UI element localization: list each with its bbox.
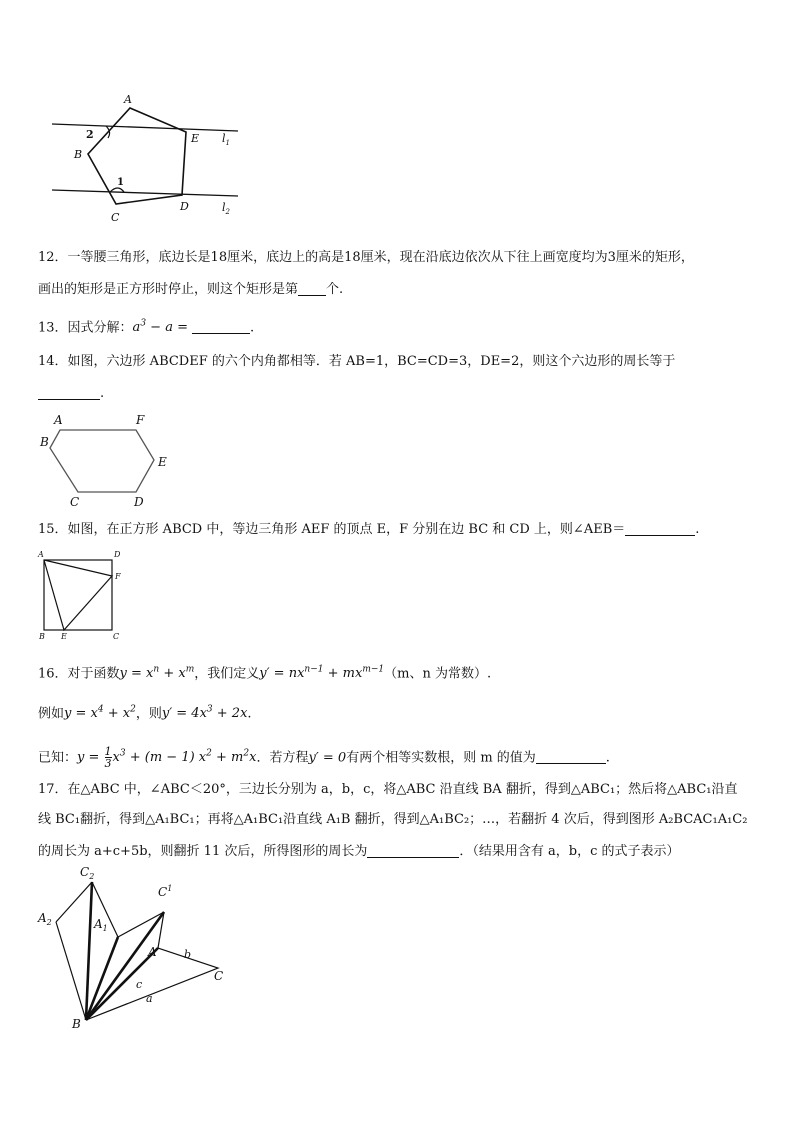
label-F: F bbox=[136, 413, 145, 427]
label-D: D bbox=[180, 200, 189, 213]
segment-BA2 bbox=[56, 922, 86, 1020]
figure-folding-triangles bbox=[34, 862, 234, 1032]
question-17-line-3: 的周长为 a+c+5b，则翻折 11 次后，所得图形的周长为 ．（结果用含有 a，b，c 的式子表示） bbox=[38, 844, 680, 859]
q17-answer-blank[interactable] bbox=[367, 843, 459, 858]
label-A: A bbox=[54, 413, 63, 427]
label-l2: $l_2$ bbox=[222, 201, 230, 216]
label-A: A bbox=[38, 550, 44, 559]
hexagon-ABCDEF bbox=[50, 430, 154, 492]
figure-parallel-lines-pentagon bbox=[48, 92, 248, 224]
figure-square bbox=[36, 546, 128, 642]
label-C: C bbox=[111, 211, 120, 224]
label-E: E bbox=[158, 455, 167, 469]
label-D: D bbox=[134, 495, 144, 509]
line-l1 bbox=[52, 124, 238, 131]
q12-suffix: 个. bbox=[326, 282, 344, 297]
question-12-line-1: 12．一等腰三角形，底边长是18厘米，底边上的高是18厘米，现在沿底边依次从下往上画宽度均为3厘米的矩形， bbox=[38, 250, 694, 265]
label-A: A bbox=[148, 945, 157, 959]
question-16-line-1: 16．对于函数$y = x^n + x^m$，我们定义$y' = nx^{n-1} + mx^{m-1}(m$、n 为常数）. bbox=[38, 665, 492, 682]
question-13: 13．因式分解：$a^3 - a$ = . bbox=[38, 319, 255, 336]
label-C: C bbox=[214, 969, 224, 983]
label-a: a bbox=[146, 992, 153, 1005]
label-c: c bbox=[136, 978, 143, 991]
q16-function: $y = x^n + x^m$ bbox=[119, 665, 195, 682]
q13-answer-blank[interactable] bbox=[192, 319, 250, 334]
label-E: E bbox=[61, 632, 67, 641]
q13-prefix: 13．因式分解： bbox=[38, 320, 133, 336]
line-l2 bbox=[52, 190, 238, 196]
label-D: D bbox=[114, 550, 121, 559]
label-F: F bbox=[115, 572, 121, 581]
label-B: B bbox=[40, 435, 49, 449]
label-B: B bbox=[72, 1017, 81, 1031]
q12-text: 画出的矩形是正方形时停止，则这个矩形是第 bbox=[38, 282, 299, 297]
label-A1: $A_1$ bbox=[94, 917, 108, 933]
question-17-line-2: 线 BC₁翻折，得到△A₁BC₁；再将△A₁BC₁沿直线 A₁B 翻折，得到△A₁BC₂；…，若翻折 4 次后，得到图形 A₂BCAC₁A₁C₂ bbox=[38, 812, 748, 827]
segment-BC2 bbox=[86, 882, 92, 1020]
question-17-line-1: 17．在△ABC 中，∠ABC＜20°，三边长分别为 a，b，c，将△ABC 沿直线 BA 翻折，得到△ABC₁；然后将△ABC₁沿直 bbox=[38, 782, 738, 797]
q16-answer-blank[interactable] bbox=[536, 749, 606, 764]
figure-hexagon bbox=[38, 410, 178, 514]
label-angle-1: 1 bbox=[117, 177, 124, 188]
q14-answer-blank[interactable] bbox=[38, 385, 100, 400]
label-A2: $A_2$ bbox=[38, 911, 52, 927]
segment-A1-C1 bbox=[118, 912, 164, 937]
question-14-line-1: 14．如图，六边形 ABCDEF 的六个内角都相等．若 AB=1，BC=CD=3，DE=2，则这个六边形的周长等于 bbox=[38, 354, 676, 369]
q15-answer-blank[interactable] bbox=[625, 521, 695, 536]
label-B: B bbox=[74, 148, 83, 161]
label-C1: $C^1$ bbox=[158, 884, 173, 899]
triangle-AEF bbox=[44, 560, 112, 630]
label-B: B bbox=[39, 632, 45, 641]
question-15: 15．如图，在正方形 ABCD 中，等边三角形 AEF 的顶点 E，F 分别在边 BC 和 CD 上，则∠AEB＝ . bbox=[38, 522, 700, 537]
q16-derivative: $y' = nx^{n-1} + mx^{m-1}$ bbox=[259, 665, 385, 682]
question-16-line-2: 例如$y = x^4 + x^2$，则$y' = 4x^3 + 2x$. bbox=[38, 705, 252, 722]
question-12-line-2 bbox=[38, 280, 343, 300]
segment-A2-C2 bbox=[56, 882, 92, 922]
question-14-line-2: . bbox=[38, 384, 104, 404]
label-angle-2: 2 bbox=[86, 128, 94, 141]
label-C: C bbox=[70, 495, 80, 509]
label-l1: $l_1$ bbox=[222, 132, 230, 147]
label-A: A bbox=[124, 93, 132, 106]
question-16-line-3: 已知：y = $\frac{1}{3}$ $x^3 + (m - 1) x^2 + m^2x$．若方程y′ = 0有两个相等实数根，则 m 的值为 . bbox=[38, 745, 610, 771]
label-b: b bbox=[184, 948, 192, 961]
pentagon bbox=[88, 108, 186, 204]
label-C2: $C_2$ bbox=[80, 865, 95, 881]
q12-answer-blank[interactable] bbox=[298, 281, 326, 296]
segment-BA1 bbox=[86, 937, 118, 1020]
label-E: E bbox=[191, 132, 200, 145]
label-C: C bbox=[113, 632, 120, 641]
